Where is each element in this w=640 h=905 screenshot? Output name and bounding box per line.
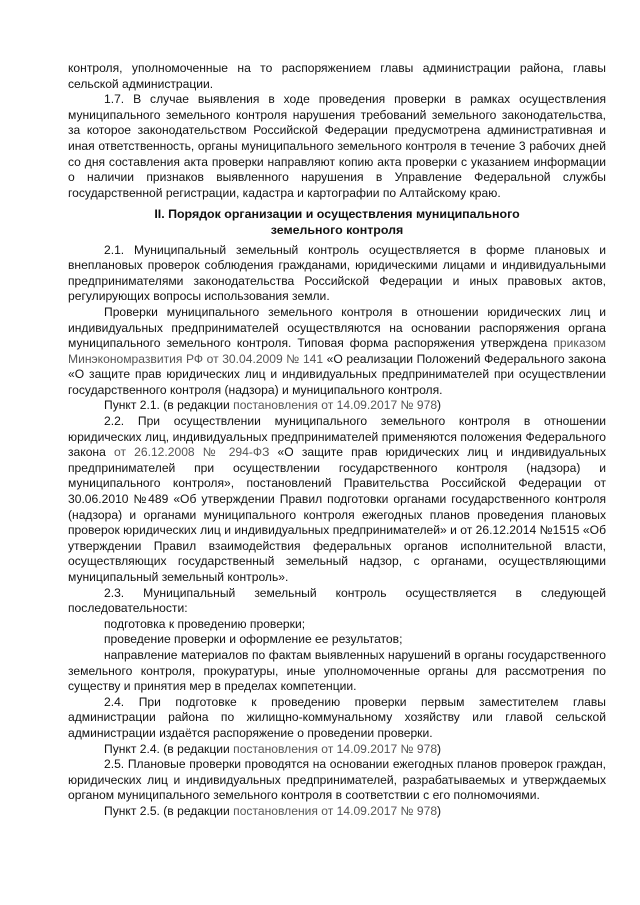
note-2-5 (68, 804, 606, 820)
paragraph-2-1: 2.1. Муниципальный земельный контроль осуществляется в форме плановых и внеплановых проверок соблюдения гражданами, юридическими лицами и индивидуальными предпринимателями законодательства Российской Федерации и иных правовых актов, регулирующих вопросы использования земли. (68, 242, 606, 304)
note-suffix: ) (437, 741, 442, 756)
paragraph-2-3: 2.3. Муниципальный земельный контроль осуществляется в следующей последовательности: (68, 585, 606, 616)
resolution-link[interactable]: постановления от 14.09.2017 № 978 (233, 803, 438, 818)
text-segment: «О защите прав юридических лиц и индивидуальных предпринимателей при осуществлении государственного контроля (надзора) и муниципального контроля», постановлений Правительства Российской Федерации от 30.06.2010 №489 «Об утверждении Правил подготовки органами государственного контроля (надзора) и органами муниципального контроля ежегодных планов проведения плановых проверок юридических лиц и индивидуальных предпринимателей» и от 26.12.2014 №1515 «Об утверждении Правил взаимодействия федеральных органов исполнительной власти, осуществляющих государственный земельный надзор, с органами, осуществляющими муниципальный земельный контроль». (68, 445, 606, 584)
text-segment: Проверки муниципального земельного контроля в отношении юридических лиц и индивидуальных предпринимателей осуществляются на основании распоряжения органа муниципального земельного контроля. Типовая форма распоряжения утверждена (68, 304, 606, 351)
note-2-1 (68, 398, 606, 414)
list-item-preparation: подготовка к проведению проверки; (104, 616, 306, 631)
paragraph-2-1-inspections (68, 305, 606, 399)
section-title (68, 207, 606, 238)
paragraph-2-4: 2.4. При подготовке к проведению проверки первым заместителем главы администрации района по жилищно-коммунальному хозяйству или главой сельской администрации издаётся распоряжение о проведении проверки. (68, 694, 606, 740)
paragraph-2-5: 2.5. Плановые проверки проводятся на основании ежегодных планов проверок граждан, юридических лиц и индивидуальных предпринимателей, разрабатываемых и утверждаемых органом муниципального земельного контроля в соответствии с его полномочиями. (68, 757, 606, 803)
list-item-referral: направление материалов по фактам выявленных нарушений в органы государственного земельного контроля, прокуратуры, иные уполномоченные органы для рассмотрения по существу и принятия мер в пределах компетенции. (68, 647, 606, 694)
resolution-link[interactable]: постановления от 14.09.2017 № 978 (233, 398, 438, 413)
section-title-line-1: II. Порядок организации и осуществления муниципального (154, 207, 520, 222)
resolution-link[interactable]: постановления от 14.09.2017 № 978 (233, 741, 438, 756)
list-item-conduct: проведение проверки и оформление ее результатов; (104, 632, 403, 647)
text-segment: «О реализации Положений Федерального закона «О защите прав юридических лиц и индивидуальных предпринимателей при осуществлении государственного контроля (надзора) и муниципального контроля. (68, 351, 606, 397)
paragraph-2-2 (68, 414, 606, 586)
note-prefix: Пункт 2.5. (в редакции (104, 803, 234, 818)
document-page (68, 61, 606, 820)
order-link[interactable]: приказом Минэкономразвития РФ от 30.04.2009 № 141 (68, 336, 606, 366)
note-suffix: ) (437, 803, 442, 818)
federal-law-link[interactable]: от 26.12.2008 № 294-ФЗ (113, 445, 270, 460)
note-prefix: Пункт 2.1. (в редакции (104, 398, 234, 413)
note-suffix: ) (437, 398, 442, 413)
paragraph-1-7: 1.7. В случае выявления в ходе проведения проверки в рамках осуществления муниципального земельного контроля нарушения требований земельного законодательства, за которое законодательством Российской Федерации предусмотрена административная и иная ответственность, органы муниципального земельного контроля в течение 3 рабочих дней со дня составления акта проверки направляют копию акта проверки с указанием информации о наличии признаков выявленного нарушения в Управление Федеральной службы государственной регистрации, кадастра и картографии по Алтайскому краю. (68, 92, 606, 200)
note-2-4 (68, 742, 606, 758)
section-title-line-2: земельного контроля (270, 222, 404, 237)
note-prefix: Пункт 2.4. (в редакции (104, 741, 234, 756)
paragraph-continuation: контроля, уполномоченные на то распоряжением главы администрации района, главы сельской администрации. (68, 61, 606, 91)
text-segment: 2.2. При осуществлении муниципального земельного контроля в отношении юридических лиц, индивидуальных предпринимателей применяются положения Федерального закона (68, 414, 606, 460)
